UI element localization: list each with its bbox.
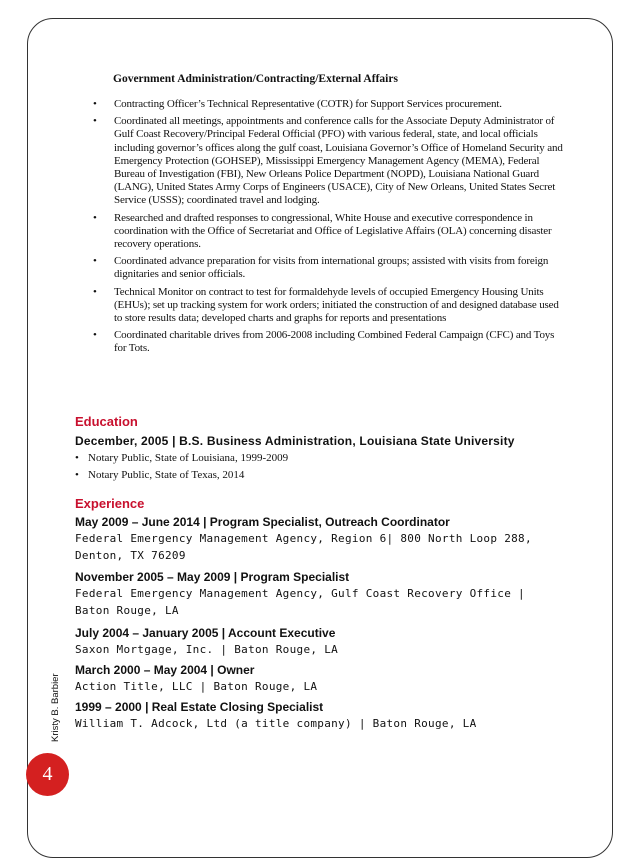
job-detail: Federal Emergency Management Agency, Region 6| 800 North Loop 288, Denton, TX 76209 bbox=[75, 532, 532, 562]
degree-line: December, 2005 | B.S. Business Administration, Louisiana State University bbox=[75, 434, 515, 448]
list-item: • Notary Public, State of Texas, 2014 bbox=[75, 469, 288, 482]
job-entry bbox=[75, 570, 565, 619]
list-item: • Notary Public, State of Louisiana, 1999-2009 bbox=[75, 452, 288, 465]
list-item: • Coordinated charitable drives from 2006-2008 including Combined Federal Campaign (CFC) and Toys for Tots. bbox=[90, 329, 568, 355]
experience-heading: Experience bbox=[75, 496, 145, 511]
job-entry bbox=[75, 515, 565, 564]
job-title: November 2005 – May 2009 | Program Specialist bbox=[75, 570, 350, 584]
job-entry bbox=[75, 700, 565, 732]
page-number-badge: 4 bbox=[26, 753, 69, 796]
list-item: • Contracting Officer’s Technical Representative (COTR) for Support Services procurement. bbox=[90, 98, 568, 111]
list-item: • Coordinated advance preparation for visits from international groups; assisted with visits from foreign dignitaries and senior officials. bbox=[90, 255, 568, 281]
government-section-title: Government Administration/Contracting/External Affairs bbox=[113, 73, 398, 85]
job-title: May 2009 – June 2014 | Program Specialist, Outreach Coordinator bbox=[75, 515, 450, 529]
government-bullet-list bbox=[90, 98, 568, 360]
job-entry bbox=[75, 663, 565, 695]
job-detail: Action Title, LLC | Baton Rouge, LA bbox=[75, 680, 318, 693]
education-heading: Education bbox=[75, 414, 138, 429]
education-list bbox=[75, 452, 288, 486]
list-item: • Researched and drafted responses to congressional, White House and executive correspondence in coordination with the Office of Secretariat and Office of Legislative Affairs (OLA) concerning disaster recovery operations. bbox=[90, 212, 568, 252]
job-title: July 2004 – January 2005 | Account Executive bbox=[75, 626, 336, 640]
author-name-vertical: Kristy B. Barbier bbox=[50, 673, 61, 742]
job-detail: Saxon Mortgage, Inc. | Baton Rouge, LA bbox=[75, 643, 339, 656]
job-entry bbox=[75, 626, 565, 658]
job-title: 1999 – 2000 | Real Estate Closing Specialist bbox=[75, 700, 324, 714]
list-item: • Technical Monitor on contract to test for formaldehyde levels of occupied Emergency Housing Units (EHUs); set up tracking system for work orders; initiated the construction of and designed database used to store results data; developed charts and graphs for reports and presentations bbox=[90, 286, 568, 326]
job-detail: William T. Adcock, Ltd (a title company) | Baton Rouge, LA bbox=[75, 717, 477, 730]
job-title: March 2000 – May 2004 | Owner bbox=[75, 663, 255, 677]
job-detail: Federal Emergency Management Agency, Gulf Coast Recovery Office | Baton Rouge, LA bbox=[75, 587, 525, 617]
list-item: • Coordinated all meetings, appointments and conference calls for the Associate Deputy Administrator of Gulf Coast Recovery/Principal Federal Official (PFO) with various federal, state, and local officials including governor’s offices along the gulf coast, Louisiana Governor’s Office of Homeland Security and Emergency Protection (GOHSEP), Mississippi Emergency Management Agency (MEMA), Federal Bureau of Investigation (FBI), New Orleans Police Department (NOPD), Louisiana National Guard (LANG), United States Army Corps of Engineers (USACE), City of New Orleans, United States Secret Service (USSS); coordinated travel and lodging. bbox=[90, 115, 568, 207]
